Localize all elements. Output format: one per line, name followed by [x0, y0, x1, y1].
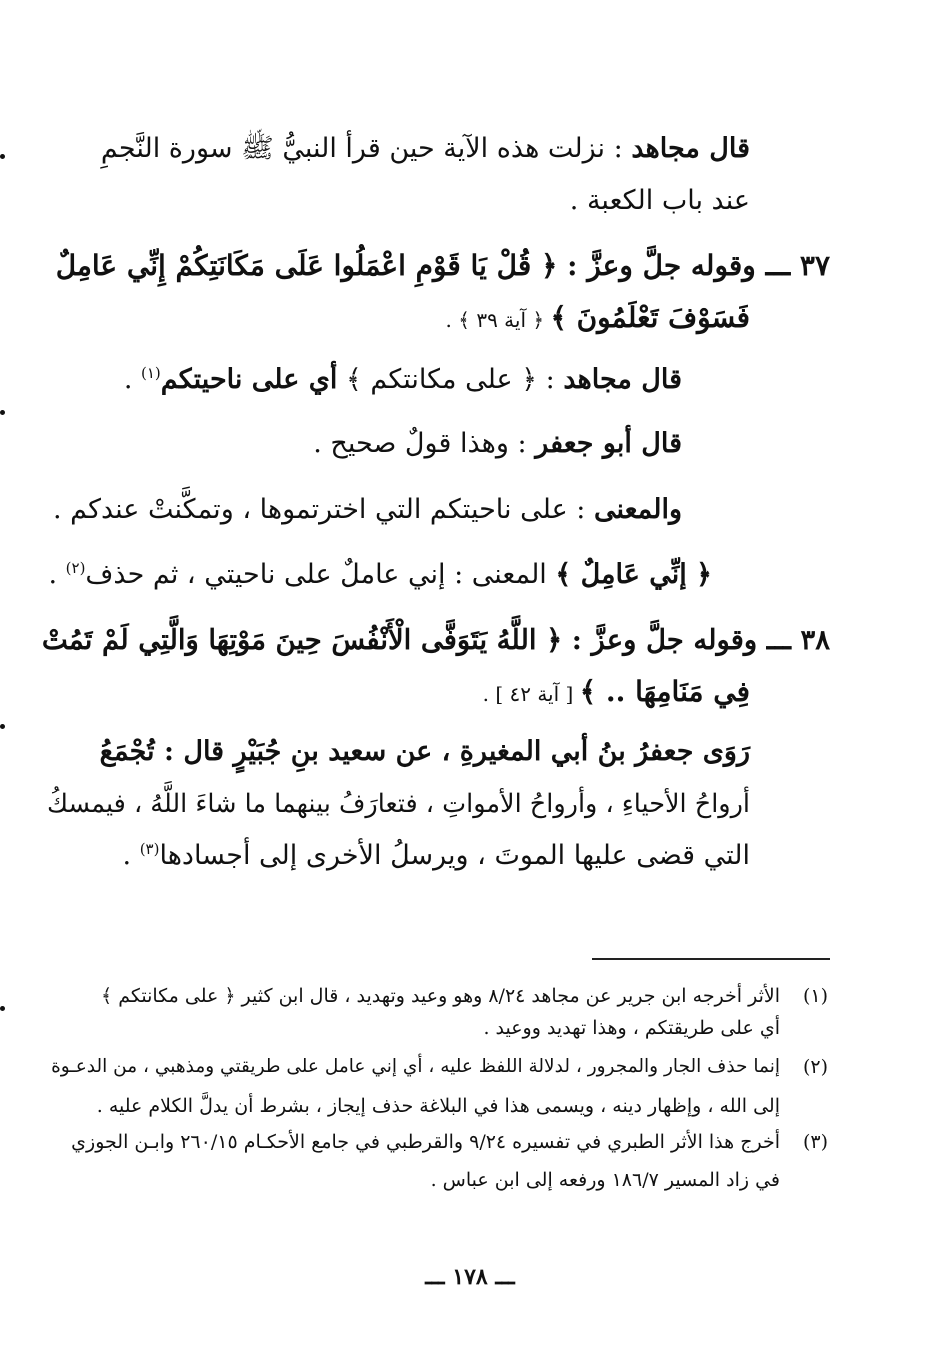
text-segment: : ﴿ على مكانتكم ﴾ — [337, 364, 564, 395]
footnote-marker: (٣) — [139, 840, 160, 858]
footnote-line: إنما حذف الجار والمجرور ، لدلالة اللفظ عليه ، أي إني عامل على طريقتي ومذهبي ، من الدعـوة — [51, 1056, 780, 1077]
footnote-number: (٣) — [802, 1131, 828, 1153]
text-segment: المعنى : إني عاملٌ على ناحيتي ، ثم حذف — [85, 559, 556, 590]
quran-text: فَسَوْفَ تَعْلَمُونَ ﴾ — [550, 301, 750, 334]
verse-heading — [56, 246, 830, 286]
speaker-name: قال مجاهد — [631, 133, 750, 164]
footnote-line: في زاد المسير ١٨٦/٧ ورفعه إلى ابن عباس . — [430, 1169, 780, 1191]
text-segment: . — [122, 840, 140, 871]
text-segment: . — [123, 364, 141, 395]
narration-chain: رَوَى جعفرُ بنُ أبي المغيرةِ ، عن سعيد بنِ جُبَيْرٍ قال — [183, 736, 750, 767]
verse-continuation — [483, 672, 750, 714]
text-segment: وقوله جلَّ وعزَّ : — [557, 249, 766, 282]
text-line — [124, 360, 682, 400]
text-line — [48, 555, 712, 595]
text-segment: . — [48, 559, 66, 590]
text-segment: أي على ناحيتكم — [160, 364, 338, 395]
text-line — [53, 490, 682, 530]
text-segment: وقوله جلَّ وعزَّ : — [562, 624, 767, 656]
footnote-divider — [592, 958, 830, 960]
entry-number: ٣٧ ـــ — [765, 249, 830, 282]
scan-mark — [0, 154, 5, 159]
text-line — [123, 836, 750, 876]
text-segment: : نزلت هذه الآية حين قرأ النبيُّ ﷺ سورة النَّجمِ — [100, 133, 632, 164]
text-line — [100, 732, 750, 772]
entry-number: ٣٨ ـــ — [766, 624, 830, 656]
scan-mark — [0, 1006, 5, 1011]
text-segment: : على ناحيتكم التي اخترتموها ، وتمكَّنتْ عندكم . — [53, 494, 594, 525]
text-line — [101, 129, 750, 169]
verse-reference: [ آية ٤٢ ] . — [482, 682, 580, 706]
text-segment: عند باب الكعبة . — [569, 185, 750, 216]
quran-text: ﴿ اللَّهُ يَتَوَفَّى الْأَنْفُسَ حِينَ مَوْتِهَا وَالَّتِي لَمْ تَمُتْ — [41, 624, 563, 656]
quran-text: ﴿ قُلْ يَا قَوْمِ اعْمَلُوا عَلَى مَكَانَتِكُمْ إِنِّي عَامِلٌ — [55, 249, 558, 282]
term-label: والمعنى — [593, 494, 682, 525]
text-segment: : تُجْمَعُ — [99, 736, 184, 767]
speaker-name: قال أبو جعفر — [535, 428, 682, 459]
scan-mark — [0, 410, 5, 415]
footnote-line: أخرج هذا الأثر الطبري في تفسيره ٩/٢٤ والقرطبي في جامع الأحكـام ٢٦٠/١٥ وابـن الجوزي — [71, 1131, 780, 1153]
text-line — [570, 181, 750, 221]
footnote-marker: (١) — [140, 364, 161, 382]
page-number: ـــ ١٧٨ ـــ — [425, 1264, 515, 1290]
quran-text: فِي مَنَامِهَا .. ﴾ — [579, 675, 750, 708]
verse-reference: ﴿ آية ٣٩ ﴾ . — [445, 308, 551, 332]
footnote-line: إلى الله ، وإظهار دينه ، ويسمى هذا في البلاغة حذف إيجاز ، بشرط أن يدلَّ الكلام عليه . — [96, 1095, 780, 1117]
quran-text: ﴿ إنِّي عَامِلٌ ﴾ — [555, 559, 712, 590]
verse-continuation — [446, 298, 750, 340]
text-line — [47, 784, 750, 824]
footnote-line: الأثر أخرجه ابن جرير عن مجاهد ٨/٢٤ وهو وعيد وتهديد ، قال ابن كثير ﴿ على مكانتكم ﴾ — [101, 985, 780, 1007]
footnote-line: أي على طريقتكم ، وهذا تهديد ووعيد . — [483, 1017, 780, 1039]
speaker-name: قال مجاهد — [563, 364, 682, 395]
text-segment: : وهذا قولٌ صحيح . — [313, 428, 536, 459]
scan-mark — [0, 724, 5, 729]
footnote-marker: (٢) — [65, 559, 86, 577]
footnote-number: (١) — [802, 985, 828, 1007]
footnote-number: (٢) — [802, 1056, 828, 1078]
text-segment: التي قضى عليها الموتَ ، ويرسلُ الأخرى إلى أجسادها — [159, 840, 750, 871]
verse-heading — [42, 620, 830, 660]
text-segment: أرواحُ الأحياءِ ، وأرواحُ الأمواتِ ، فتعارَفُ بينهما ما شاءَ اللَّهُ ، فيمسكُ — [46, 789, 750, 819]
text-line — [313, 424, 682, 464]
